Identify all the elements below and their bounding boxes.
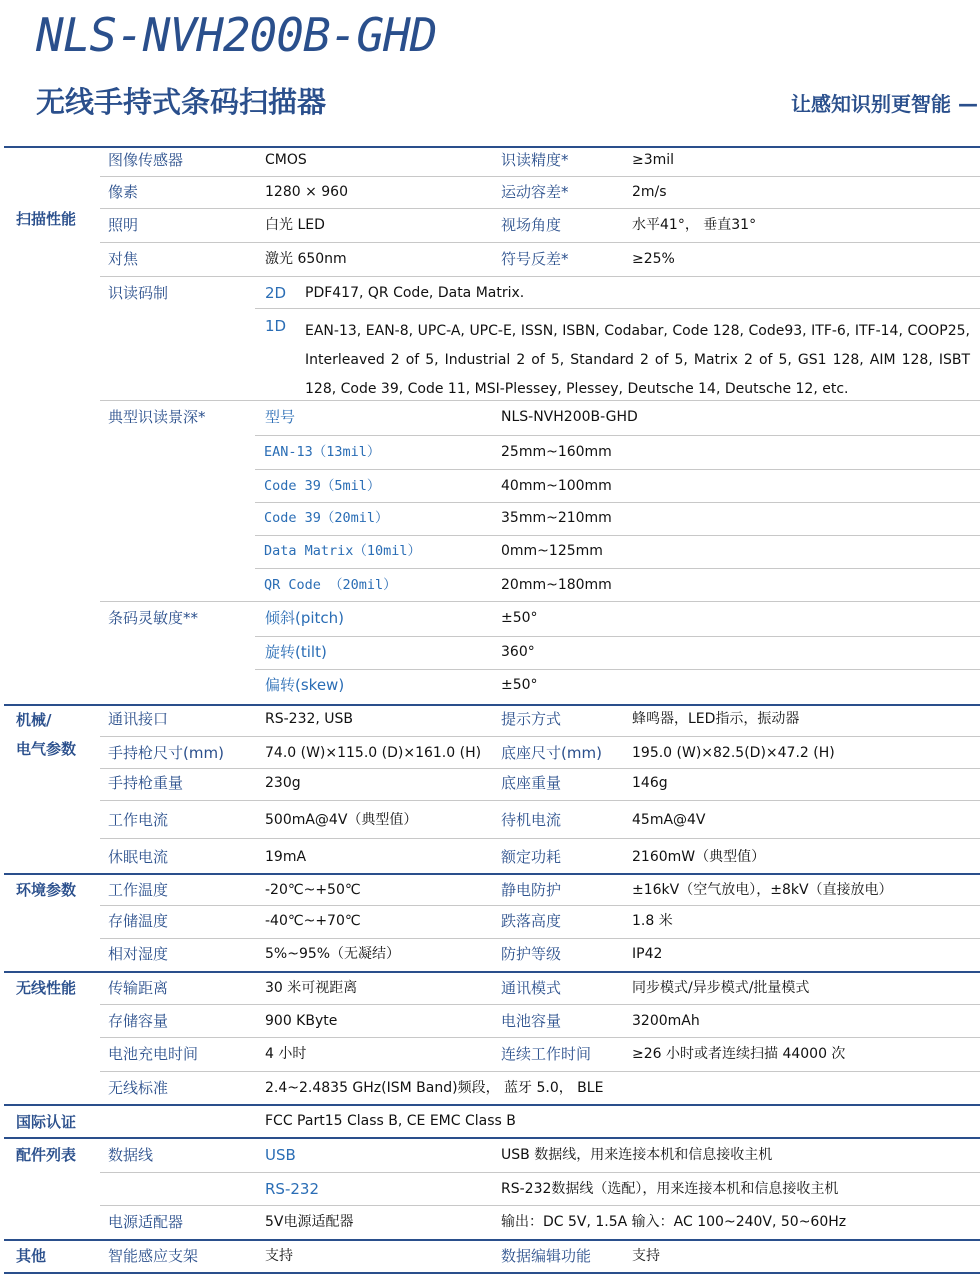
spec-value: IP42 <box>632 946 663 962</box>
spec-label: 符号反差* <box>501 250 569 268</box>
section-label-mech-1: 机械/ <box>16 711 52 729</box>
spec-label: 视场角度 <box>501 216 562 234</box>
sensitivity-name: 旋转(tilt) <box>265 643 327 661</box>
spec-value: 2m/s <box>632 184 667 200</box>
spec-label: 休眠电流 <box>108 848 169 866</box>
sensitivity-name: 倾斜(pitch) <box>265 609 345 627</box>
spec-value: 输出：DC 5V, 1.5A 输入：AC 100~240V, 50~60Hz <box>501 1214 847 1230</box>
row-divider <box>100 1205 980 1206</box>
spec-value: 5V电源适配器 <box>265 1214 354 1230</box>
row-divider <box>100 1172 980 1173</box>
section-divider <box>4 704 980 706</box>
spec-value: ≥26 小时或者连续扫描 44000 次 <box>632 1046 846 1062</box>
row-divider <box>100 800 980 801</box>
spec-label: 工作电流 <box>108 811 169 829</box>
spec-label: 防护等级 <box>501 945 562 963</box>
spec-label: 提示方式 <box>501 710 562 728</box>
sensitivity-value: ±50° <box>501 677 538 693</box>
dof-name: EAN-13（13mil） <box>264 444 381 460</box>
dof-name: Code 39（5mil） <box>264 478 381 494</box>
section-divider <box>4 873 980 875</box>
spec-value: ±16kV（空气放电），±8kV（直接放电） <box>632 882 893 898</box>
spec-label: 像素 <box>108 183 139 201</box>
spec-value: 30 米可视距离 <box>265 980 358 996</box>
spec-label: 手持枪尺寸(mm) <box>108 744 224 762</box>
certification-value: FCC Part15 Class B, CE EMC Class B <box>265 1113 516 1129</box>
spec-label: 跌落高度 <box>501 912 562 930</box>
section-divider <box>4 146 980 148</box>
spec-label: 电池充电时间 <box>108 1045 199 1063</box>
spec-label: 通讯接口 <box>108 710 169 728</box>
row-divider <box>100 1004 980 1005</box>
spec-value: 2.4~2.4835 GHz(ISM Band)频段， 蓝牙 5.0， BLE <box>265 1080 604 1096</box>
row-divider <box>100 276 980 277</box>
spec-label: 电源适配器 <box>108 1213 184 1231</box>
row-divider <box>100 242 980 243</box>
spec-label: 手持枪重量 <box>108 774 184 792</box>
spec-label: 识读精度* <box>501 151 569 169</box>
spec-label: 条码灵敏度** <box>108 609 199 627</box>
spec-value: 水平41°， 垂直31° <box>632 217 757 233</box>
spec-value: 支持 <box>265 1248 293 1264</box>
dof-value: 40mm~100mm <box>501 478 612 494</box>
spec-label: 存储温度 <box>108 912 169 930</box>
slogan: 让感知识别更智能 — <box>791 92 978 116</box>
spec-label: 数据编辑功能 <box>501 1247 592 1265</box>
dof-value: 25mm~160mm <box>501 444 612 460</box>
spec-value: RS-232, USB <box>265 711 354 727</box>
spec-label: 智能感应支架 <box>108 1247 199 1265</box>
section-label-mech-2: 电气参数 <box>16 740 77 758</box>
spec-value: 白光 LED <box>265 217 325 233</box>
spec-value: CMOS <box>265 152 307 168</box>
dof-name: Code 39（20mil） <box>264 510 389 526</box>
section-label-other: 其他 <box>16 1247 47 1265</box>
row-divider <box>100 1037 980 1038</box>
spec-label: 数据线 <box>108 1146 154 1164</box>
spec-label: 静电防护 <box>501 881 562 899</box>
spec-value: 45mA@4V <box>632 812 706 828</box>
spec-label: 待机电流 <box>501 811 562 829</box>
spec-value: 1.8 米 <box>632 913 673 929</box>
dof-name: 型号 <box>265 408 296 426</box>
row-divider <box>255 502 980 503</box>
spec-value: 蜂鸣器，LED指示，振动器 <box>632 711 800 727</box>
section-label-scan: 扫描性能 <box>16 210 77 228</box>
spec-label: 通讯模式 <box>501 979 562 997</box>
spec-label: 底座重量 <box>501 774 562 792</box>
section-divider <box>4 1239 980 1241</box>
spec-value: ≥25% <box>632 251 675 267</box>
spec-value: -40℃~+70℃ <box>265 913 361 929</box>
spec-label: 传输距离 <box>108 979 169 997</box>
row-divider <box>255 535 980 536</box>
spec-value: 19mA <box>265 849 307 865</box>
spec-value: 230g <box>265 775 301 791</box>
row-divider <box>100 768 980 769</box>
spec-label: 电池容量 <box>501 1012 562 1030</box>
spec-value: 1280 × 960 <box>265 184 348 200</box>
symbology-1d-label: 1D <box>265 317 287 335</box>
spec-label: 工作温度 <box>108 881 169 899</box>
sensitivity-value: ±50° <box>501 610 538 626</box>
spec-value: 5%~95%（无凝结） <box>265 946 401 962</box>
symbology-2d-value: PDF417, QR Code, Data Matrix. <box>305 285 525 301</box>
row-divider <box>100 1071 980 1072</box>
row-divider <box>255 308 980 309</box>
section-divider <box>4 971 980 973</box>
spec-value: 激光 650nm <box>265 251 347 267</box>
dof-name: QR Code （20mil） <box>264 577 397 593</box>
row-divider <box>100 601 980 602</box>
cable-type: RS-232 <box>265 1180 319 1198</box>
spec-label: 无线标准 <box>108 1079 169 1097</box>
section-divider <box>4 1272 980 1274</box>
section-label-cert: 国际认证 <box>16 1113 77 1131</box>
section-label-env: 环境参数 <box>16 881 77 899</box>
dof-name: Data Matrix（10mil） <box>264 543 422 559</box>
row-divider <box>255 636 980 637</box>
spec-value: 同步模式/异步模式/批量模式 <box>632 980 810 996</box>
row-divider <box>255 669 980 670</box>
model-title: NLS-NVH200B-GHD <box>36 8 437 62</box>
spec-value: 146g <box>632 775 668 791</box>
spec-label: 典型识读景深* <box>108 408 206 426</box>
cable-type: USB <box>265 1146 296 1164</box>
row-divider <box>255 568 980 569</box>
symbology-1d-value: EAN-13, EAN-8, UPC-A, UPC-E, ISSN, ISBN, Codabar, Code 128, Code93, ITF-6, ITF-14, COOP25, Interleaved 2 of 5, Industrial 2 of 5, Standard 2 of 5, Matrix 2 of 5, GS1 128, AIM 128, ISBT 128, Code 39, Code 11, MSI-Plessey, Plessey, Deutsche 14, Deutsche 12, etc. <box>305 323 970 397</box>
product-title: 无线手持式条码扫描器 <box>36 85 327 119</box>
spec-label: 运动容差* <box>501 183 569 201</box>
symbology-2d-label: 2D <box>265 284 287 302</box>
spec-value: ≥3mil <box>632 152 675 168</box>
spec-label: 存储容量 <box>108 1012 169 1030</box>
spec-value: -20℃~+50℃ <box>265 882 361 898</box>
spec-value: USB 数据线，用来连接本机和信息接收主机 <box>501 1147 773 1163</box>
spec-value: 3200mAh <box>632 1013 700 1029</box>
spec-label: 对焦 <box>108 250 139 268</box>
spec-label: 照明 <box>108 216 139 234</box>
spec-label: 额定功耗 <box>501 848 562 866</box>
section-label-wireless: 无线性能 <box>16 979 77 997</box>
sensitivity-name: 偏转(skew) <box>265 676 345 694</box>
spec-label: 相对湿度 <box>108 945 169 963</box>
spec-label: 图像传感器 <box>108 151 184 169</box>
dof-value: 35mm~210mm <box>501 510 612 526</box>
row-divider <box>255 469 980 470</box>
dof-value: 20mm~180mm <box>501 577 612 593</box>
dof-value: NLS-NVH200B-GHD <box>501 409 638 425</box>
spec-value: 2160mW（典型值） <box>632 849 766 865</box>
row-divider <box>100 736 980 737</box>
section-divider <box>4 1104 980 1106</box>
spec-label: 底座尺寸(mm) <box>501 744 602 762</box>
spec-value: 500mA@4V（典型值） <box>265 812 418 828</box>
row-divider <box>100 176 980 177</box>
sensitivity-value: 360° <box>501 644 535 660</box>
row-divider <box>100 208 980 209</box>
section-label-accessories: 配件列表 <box>16 1146 77 1164</box>
spec-value: 4 小时 <box>265 1046 307 1062</box>
row-divider <box>100 938 980 939</box>
row-divider <box>255 435 980 436</box>
spec-value: 195.0 (W)×82.5(D)×47.2 (H) <box>632 745 835 761</box>
section-divider <box>4 1137 980 1139</box>
spec-value: RS-232数据线（选配），用来连接本机和信息接收主机 <box>501 1181 839 1197</box>
spec-value: 74.0 (W)×115.0 (D)×161.0 (H) <box>265 745 482 761</box>
spec-value: 900 KByte <box>265 1013 338 1029</box>
spec-label: 识读码制 <box>108 284 169 302</box>
dof-value: 0mm~125mm <box>501 543 603 559</box>
spec-label: 连续工作时间 <box>501 1045 592 1063</box>
row-divider <box>100 905 980 906</box>
spec-value: 支持 <box>632 1248 660 1264</box>
row-divider <box>100 838 980 839</box>
